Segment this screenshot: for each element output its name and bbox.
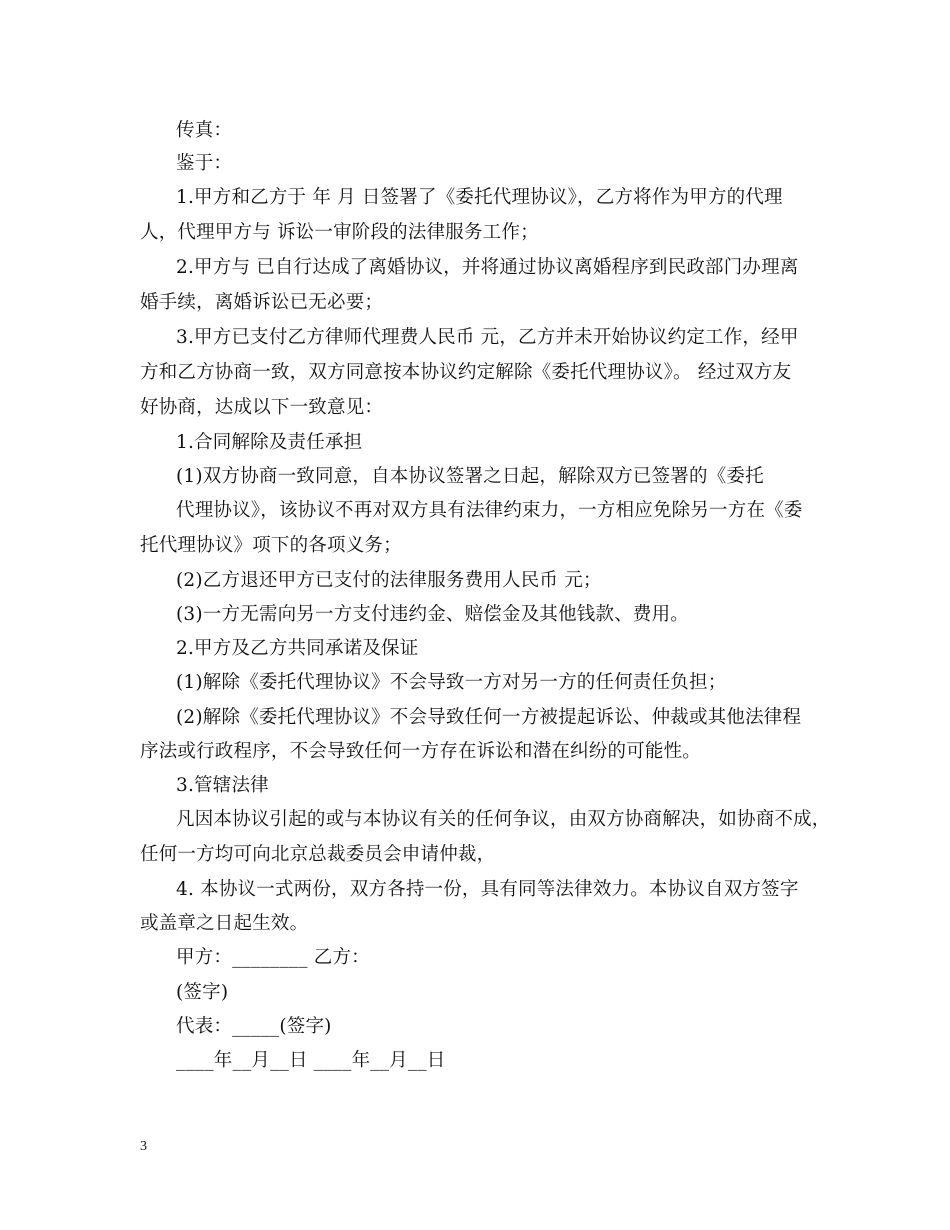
page-number: 3 — [140, 1139, 147, 1154]
recital-2-line-1: 2.甲方与 已自行达成了离婚协议，并将通过协议离婚程序到民政部门办理离 — [176, 257, 799, 278]
signature-parties: 甲方：________ 乙方： — [176, 947, 370, 968]
recital-3-line-1: 3.甲方已支付乙方律师代理费人民币 元，乙方并未开始协议约定工作，经甲 — [176, 327, 799, 348]
clause-1-3: (3)一方无需向另一方支付违约金、赔偿金及其他钱款、费用。 — [176, 604, 690, 625]
clause-1-2: (2)乙方退还甲方已支付的法律服务费用人民币 元； — [176, 570, 602, 591]
clause-2-2-line-2: 序法或行政程序，不会导致任何一方存在诉讼和潜在纠纷的可能性。 — [140, 741, 702, 762]
representative-line: 代表：_____(签字) — [176, 1016, 332, 1037]
clause-3-line-1: 凡因本协议引起的或与本协议有关的任何争议，由双方协商解决，如协商不成， — [176, 809, 831, 830]
date-line: ____年__月__日 ____年__月__日 — [176, 1050, 446, 1071]
clause-2-1: (1)解除《委托代理协议》不会导致一方对另一方的任何责任负担； — [176, 672, 727, 693]
recital-3-line-2: 方和乙方协商一致，双方同意按本协议约定解除《委托代理协议》。 经过双方友 — [140, 362, 792, 383]
recital-2-line-2: 婚手续，离婚诉讼已无必要； — [140, 292, 384, 313]
recital-1-line-2: 人，代理甲方与 诉讼一审阶段的法律服务工作； — [140, 222, 539, 243]
whereas-heading: 鉴于： — [176, 153, 233, 174]
clause-1-1-line-1: (1)双方协商一致同意，自本协议签署之日起，解除双方已签署的《委托 — [176, 466, 764, 487]
recital-3-line-3: 好协商，达成以下一致意见： — [140, 397, 384, 418]
clause-1-1-line-2: 代理协议》，该协议不再对双方具有法律约束力，一方相应免除另一方在《委 — [176, 500, 803, 521]
clause-1-1-line-3: 托代理协议》项下的各项义务； — [140, 535, 402, 556]
section-4-line-2: 或盖章之日起生效。 — [140, 913, 309, 934]
clause-2-2-line-1: (2)解除《委托代理协议》不会导致任何一方被提起诉讼、仲裁或其他法律程 — [176, 707, 802, 728]
recital-1-line-1: 1.甲方和乙方于 年 月 日签署了《委托代理协议》，乙方将作为甲方的代理 — [176, 187, 783, 208]
clause-3-line-2: 任何一方均可向北京总裁委员会申请仲裁， — [140, 844, 496, 865]
fax-label: 传真： — [176, 120, 233, 141]
signature-label: (签字) — [176, 982, 229, 1003]
section-3-heading: 3.管辖法律 — [176, 775, 269, 796]
section-2-heading: 2.甲方及乙方共同承诺及保证 — [176, 638, 419, 659]
section-4-line-1: 4. 本协议一式两份，双方各持一份，具有同等法律效力。本协议自双方签字 — [176, 879, 799, 900]
section-1-heading: 1.合同解除及责任承担 — [176, 432, 363, 453]
